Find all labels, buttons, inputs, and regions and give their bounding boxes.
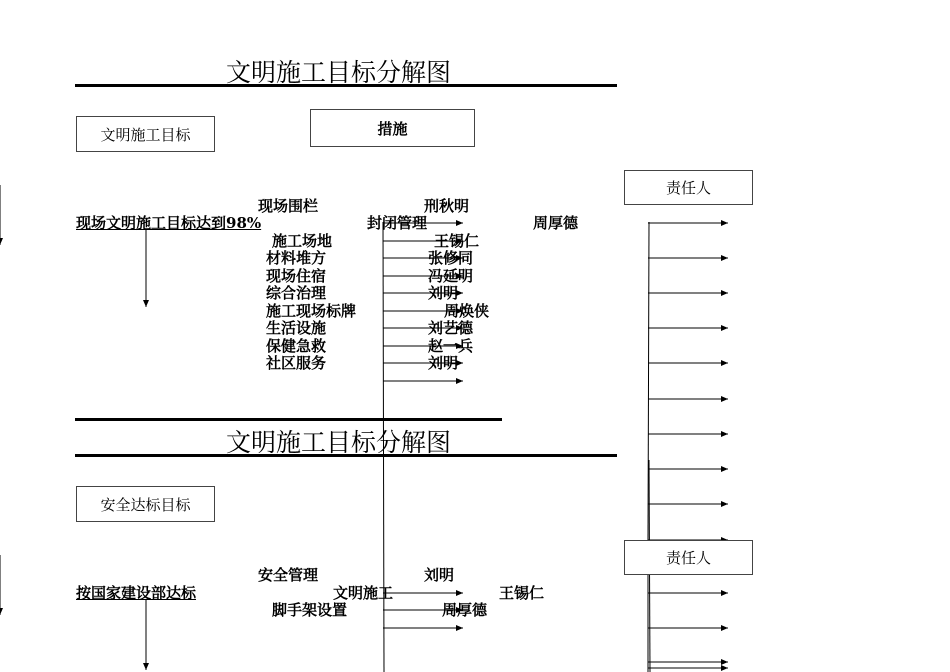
section2-title-underline <box>75 454 617 457</box>
measure-label: 材料堆方 <box>266 249 327 267</box>
section2-goal-box: 安全达标目标 <box>76 486 215 522</box>
section-divider-line <box>75 418 502 421</box>
person-name: 刘明 <box>428 354 459 372</box>
person-name: 赵一兵 <box>428 337 474 355</box>
section1-title-underline <box>75 84 617 87</box>
measure-label: 封闭管理 <box>367 214 428 232</box>
person-name: 刘明 <box>424 566 455 584</box>
measure-label: 安全管理 <box>258 566 319 584</box>
section1-measures-box: 措施 <box>310 109 475 147</box>
person-name: 周焕侠 <box>444 302 490 320</box>
measure-label: 脚手架设置 <box>272 601 348 619</box>
section2-responsible-box: 责任人 <box>624 540 753 575</box>
measure-label: 施工场地 <box>272 232 333 250</box>
measure-label: 现场住宿 <box>266 267 327 285</box>
person-name: 王锡仁 <box>434 232 480 250</box>
measure-label: 生活设施 <box>266 319 327 337</box>
section2-goal-text: 按国家建设部达标 <box>76 584 197 602</box>
measure-label: 文明施工 <box>333 584 394 602</box>
section1-goal-text: 现场文明施工目标达到98% <box>76 214 262 232</box>
person-name: 周厚德 <box>533 214 579 232</box>
measure-label: 社区服务 <box>266 354 327 372</box>
measure-label: 保健急救 <box>266 337 327 355</box>
measure-label: 综合治理 <box>266 284 327 302</box>
section1-goal-box: 文明施工目标 <box>76 116 215 152</box>
measure-label: 施工现场标牌 <box>266 302 357 320</box>
section2-title: 文明施工目标分解图 <box>226 428 452 457</box>
section1-responsible-box: 责任人 <box>624 170 753 205</box>
person-name: 王锡仁 <box>499 584 545 602</box>
person-name: 周厚德 <box>442 601 488 619</box>
section1-title: 文明施工目标分解图 <box>226 58 452 87</box>
measure-label: 现场围栏 <box>258 197 319 215</box>
person-name: 刘明 <box>428 284 459 302</box>
person-name: 刑秋明 <box>424 197 470 215</box>
person-name: 刘艺德 <box>428 319 474 337</box>
person-name: 张修同 <box>428 249 474 267</box>
person-name: 冯延明 <box>428 267 474 285</box>
